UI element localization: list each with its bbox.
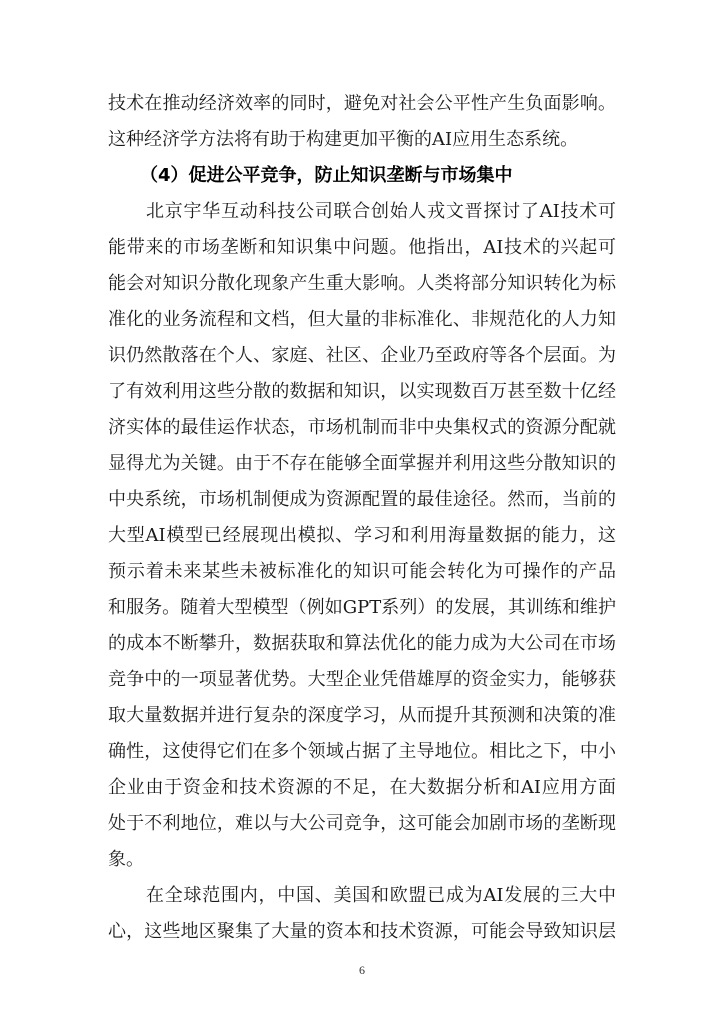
text-line: 北京宇华互动科技公司联合创始人戎文晋探讨了AI技术可 <box>146 201 616 222</box>
text-line: 企业由于资金和技术资源的不足，在大数据分析和AI应用方面 <box>108 777 616 798</box>
text-line: 竞争中的一项显著优势。大型企业凭借雄厚的资金实力，能够获 <box>108 669 616 690</box>
text-line: 中央系统，市场机制便成为资源配置的最佳途径。然而，当前的 <box>108 489 616 510</box>
text-line: 在全球范围内，中国、美国和欧盟已成为AI发展的三大中 <box>146 885 616 906</box>
text-line: 显得尤为关键。由于不存在能够全面掌握并利用这些分散知识的 <box>108 453 616 474</box>
text-line: 处于不利地位，难以与大公司竞争，这可能会加剧市场的垄断现 <box>108 813 616 834</box>
text-line: 的成本不断攀升，数据获取和算法优化的能力成为大公司在市场 <box>108 633 616 654</box>
text-line: 准化的业务流程和文档，但大量的非标准化、非规范化的人力知 <box>108 309 616 330</box>
section-heading: （4）促进公平竞争，防止知识垄断与市场集中 <box>140 165 513 186</box>
text-line: 这种经济学方法将有助于构建更加平衡的AI应用生态系统。 <box>108 129 579 150</box>
text-line: 心，这些地区聚集了大量的资本和技术资源，可能会导致知识层 <box>108 921 616 942</box>
text-line: 确性，这使得它们在多个领域占据了主导地位。相比之下，中小 <box>108 741 616 762</box>
text-line: 象。 <box>108 849 144 870</box>
text-line: 能会对知识分散化现象产生重大影响。人类将部分知识转化为标 <box>108 273 616 294</box>
text-line: 济实体的最佳运作状态，市场机制而非中央集权式的资源分配就 <box>108 417 616 438</box>
page-number: 6 <box>359 963 365 977</box>
text-line: 预示着未来某些未被标准化的知识可能会转化为可操作的产品 <box>108 561 616 582</box>
text-line: 识仍然散落在个人、家庭、社区、企业乃至政府等各个层面。为 <box>108 345 616 366</box>
text-line: 了有效利用这些分散的数据和知识，以实现数百万甚至数十亿经 <box>108 381 616 402</box>
text-line: 大型AI模型已经展现出模拟、学习和利用海量数据的能力，这 <box>108 525 616 546</box>
text-line: 能带来的市场垄断和知识集中问题。他指出，AI技术的兴起可 <box>108 237 616 258</box>
text-line: 取大量数据并进行复杂的深度学习，从而提升其预测和决策的准 <box>108 705 616 726</box>
text-line: 技术在推动经济效率的同时，避免对社会公平性产生负面影响。 <box>108 93 616 114</box>
text-line: 和服务。随着大型模型（例如GPT系列）的发展，其训练和维护 <box>108 597 616 618</box>
